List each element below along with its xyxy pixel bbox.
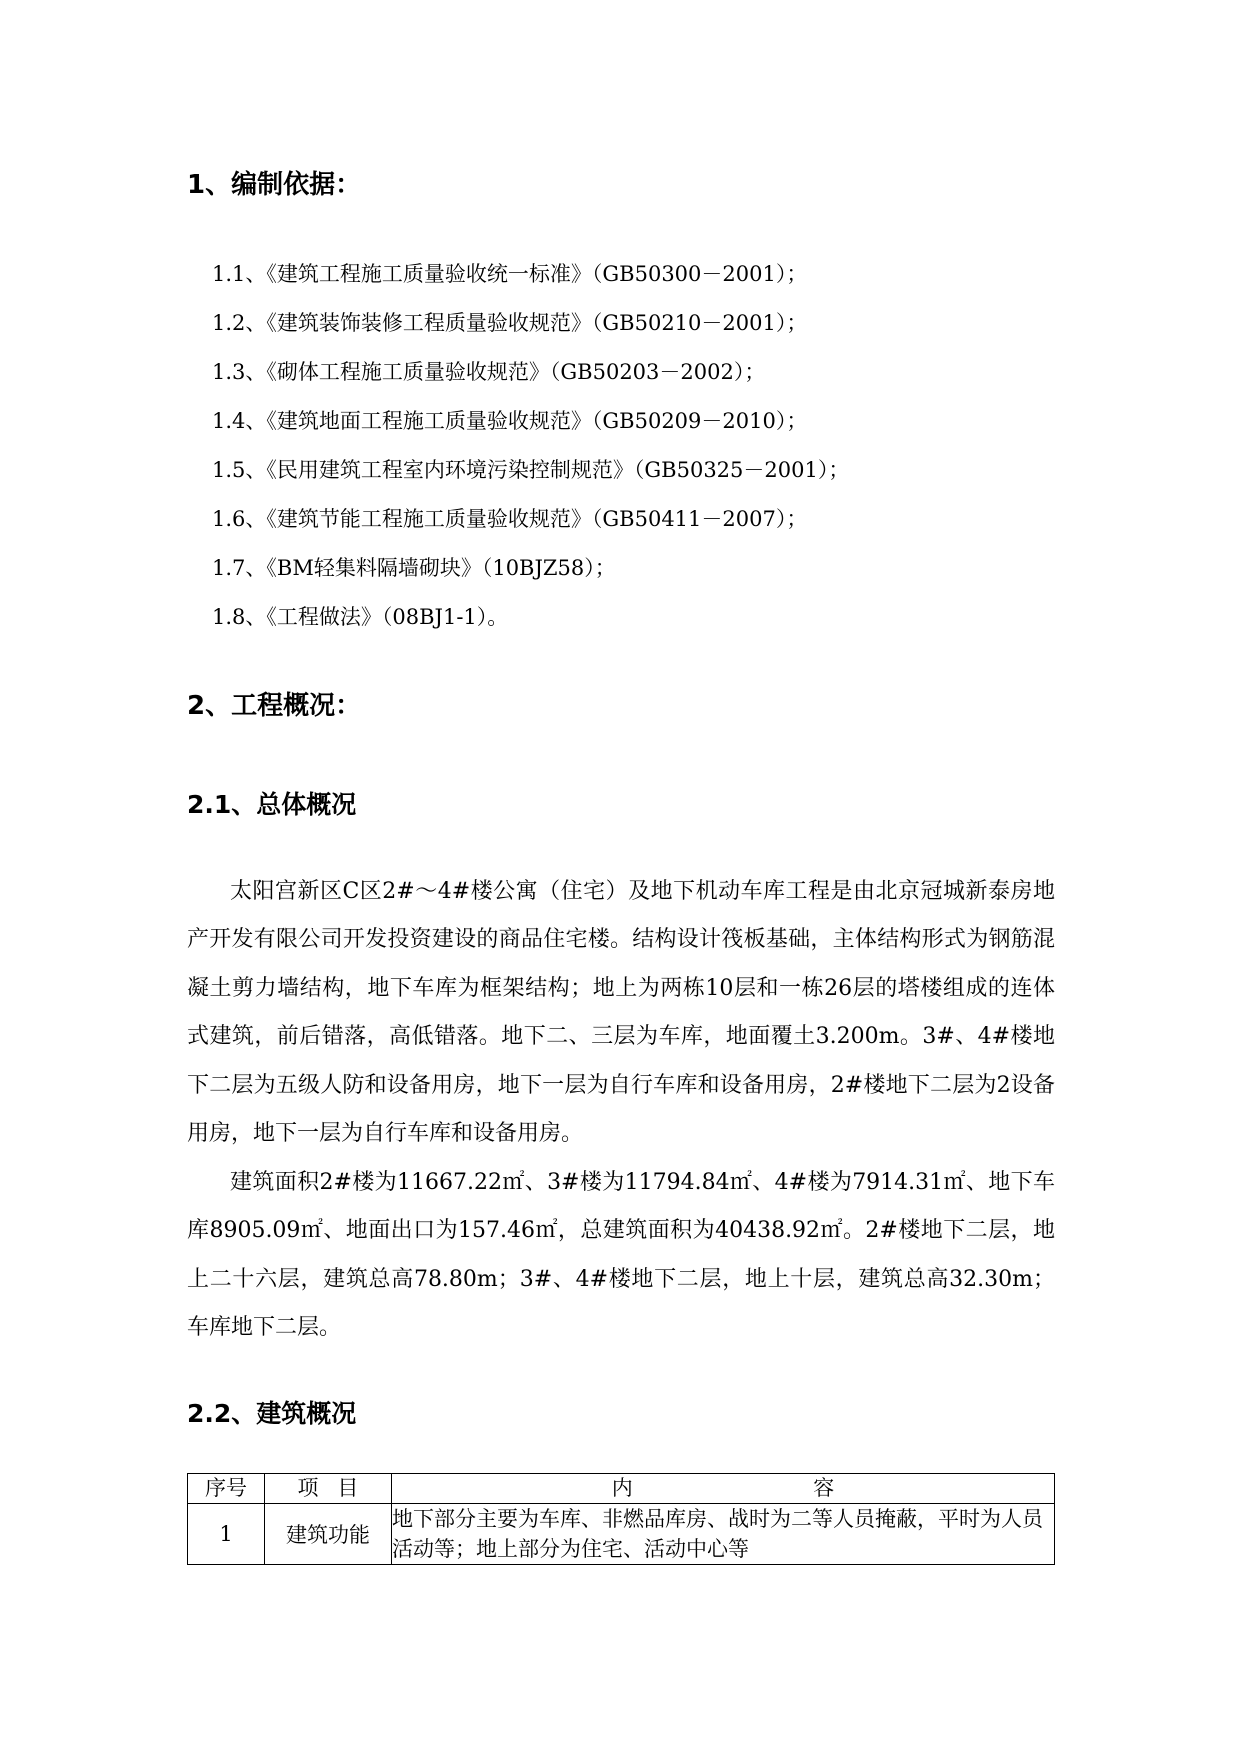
table-row xyxy=(188,1504,1055,1565)
row-item: 建筑功能 xyxy=(265,1504,392,1565)
reference-item: 1.7、《BM轻集料隔墙砌块》（10BJZ58）； xyxy=(212,556,616,580)
header-no: 序号 xyxy=(188,1474,265,1504)
reference-item: 1.2、《建筑装饰装修工程质量验收规范》（GB50210－2001）； xyxy=(212,311,808,335)
header-item xyxy=(265,1474,392,1504)
reference-item: 1.3、《砌体工程施工质量验收规范》（GB50203－2002）； xyxy=(212,360,766,384)
subsection-title-general: 2.1、总体概况 xyxy=(187,790,357,819)
building-overview-table xyxy=(187,1473,1055,1565)
reference-list xyxy=(212,256,849,648)
header-item-label: 项目 xyxy=(297,1476,378,1500)
row-content: 地下部分主要为车库、非燃品库房、战时为二等人员掩蔽，平时为人员活动等；地上部分为住宅、活动中心等 xyxy=(392,1504,1055,1565)
reference-item: 1.8、《工程做法》（08BJ1-1）。 xyxy=(212,605,509,629)
reference-item: 1.1、《建筑工程施工质量验收统一标准》（GB50300－2001）； xyxy=(212,262,808,286)
reference-item: 1.4、《建筑地面工程施工质量验收规范》（GB50209－2010）； xyxy=(212,409,808,433)
row-no: 1 xyxy=(188,1504,265,1565)
header-content-label: 内容 xyxy=(611,1476,1015,1500)
subsection-title-building: 2.2、建筑概况 xyxy=(187,1399,357,1428)
section-title-overview: 2、工程概况： xyxy=(187,691,362,721)
table-header-row xyxy=(188,1474,1055,1504)
header-content xyxy=(392,1474,1055,1504)
section-title-basis: 1、编制依据： xyxy=(187,170,362,200)
overview-paragraph-2: 建筑面积2#楼为11667.22㎡、3#楼为11794.84㎡、4#楼为7914.31㎡、地下车库8905.09㎡、地面出口为157.46㎡，总建筑面积为40438.92㎡。2#楼地下二层，地上二十六层，建筑总高78.80m；3#、4#楼地下二层，地上十层，建筑总高32.30m；车库地下二层。 xyxy=(187,1170,1055,1341)
reference-item: 1.5、《民用建筑工程室内环境污染控制规范》（GB50325－2001）； xyxy=(212,458,850,482)
reference-item: 1.6、《建筑节能工程施工质量验收规范》（GB50411－2007）； xyxy=(212,507,808,531)
overview-paragraph-1: 太阳宫新区C区2#～4#楼公寓（住宅）及地下机动车库工程是由北京冠城新泰房地产开发有限公司开发投资建设的商品住宅楼。结构设计筏板基础，主体结构形式为钢筋混凝土剪力墙结构，地下车库为框架结构；地上为两栋10层和一栋26层的塔楼组成的连体式建筑，前后错落，高低错落。地下二、三层为车库，地面覆土3.200m。3#、4#楼地下二层为五级人防和设备用房，地下一层为自行车库和设备用房，2#楼地下二层为2设备用房，地下一层为自行车库和设备用房。 xyxy=(187,879,1055,1147)
